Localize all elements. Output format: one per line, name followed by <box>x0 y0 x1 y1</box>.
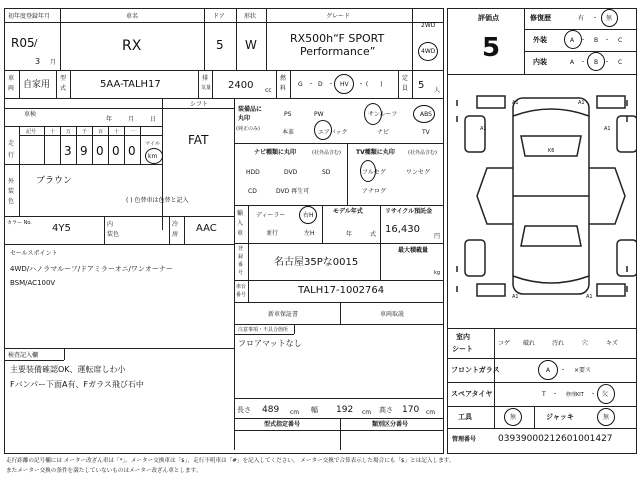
cool-label-1: 冷 <box>172 221 179 228</box>
shift-value: FAT <box>188 133 209 147</box>
jack-value: 無 <box>603 414 610 421</box>
mark-1: A1 <box>512 100 519 106</box>
import-dealer: ディーラー <box>256 212 286 219</box>
equip-leather: 本革 <box>282 129 295 136</box>
drive-2wd: 2WD <box>421 22 436 29</box>
footer-line-2: またメーター交換の条件を満たしていないものはメーター改ざん車とします。 <box>6 468 202 474</box>
glass-a-circle <box>538 360 558 380</box>
interior-score-label: 内装 <box>533 58 547 66</box>
equip-airbag: エアバック <box>318 129 348 136</box>
sales-line-2: BSM/AC100V <box>10 279 56 287</box>
car-name: RX <box>122 38 142 54</box>
shape-label: 形状 <box>244 13 257 20</box>
spare-t: T <box>542 391 546 398</box>
reg-label: 初年度登録年月 <box>8 13 51 20</box>
width-value: 192 <box>336 405 354 415</box>
equip-navi: ナビ <box>377 129 390 136</box>
repaint-label: 修復歴 <box>530 14 551 22</box>
interior-dot-2: ・ <box>604 59 611 66</box>
spare-label: スペアタイヤ <box>451 390 493 398</box>
sunroof-circle <box>364 103 382 125</box>
digit-1: 9 <box>80 144 88 158</box>
fuel-dot-1: ・ <box>308 81 315 88</box>
seat-scratch: キズ <box>606 340 618 347</box>
glass-dot: ・ <box>560 367 567 374</box>
height-label: 高さ <box>379 406 393 414</box>
mark-2: A1 <box>578 100 585 106</box>
color-note: ( ) 色替車は色替と記入 <box>126 197 189 204</box>
mark-4: A1 <box>604 126 611 132</box>
color-no-label: カラー No. <box>7 220 32 226</box>
abs-circle <box>413 105 435 123</box>
inspector-line-2: Fバンパー下面A有、Fガラス飛び石中 <box>10 380 144 389</box>
shift-label: シフト <box>190 101 209 108</box>
cap-label-2: 員 <box>402 85 409 92</box>
inspector-line-1: 主要装備確認OK、運転席しわ小 <box>10 365 126 374</box>
import-left-h: 左H <box>304 230 315 237</box>
color-no: 4Y5 <box>52 223 71 234</box>
digit-0: 3 <box>64 144 72 158</box>
color-value: ブラウン <box>36 176 73 186</box>
use-label-1: 車 <box>8 75 15 82</box>
exterior-label: 外装 <box>533 36 547 44</box>
spare-missing: 欠 <box>602 391 609 398</box>
disp-unit: cc <box>265 87 272 94</box>
recycle-label: リサイクル預託金 <box>385 208 433 215</box>
name-label: 車名 <box>126 13 139 20</box>
repaint-no-circle <box>601 9 618 27</box>
equip-ps: PS <box>284 111 292 118</box>
jack-label: ジャッキ <box>546 413 574 421</box>
footer-line-1: 走行距離の記号欄には メーター改ざん車は「*」、メーター交換車は「$」、走行不明車は「#」を記入してください。 メーター交換で合算表示した場合にも「$」とは記入します。 <box>6 458 455 464</box>
door-count: 5 <box>216 38 224 52</box>
cool-label-2: 房 <box>172 231 179 238</box>
width-label: 幅 <box>311 406 318 414</box>
regno-label-2: 録 <box>238 254 244 260</box>
regno-label-3: 番 <box>238 262 244 268</box>
notes-line-1: フロアマットなし <box>238 339 302 348</box>
warranty-manual-label: 車両取説 <box>380 311 405 318</box>
cool-value: AAC <box>196 223 217 234</box>
digit-3: 0 <box>112 144 120 158</box>
repaint-yes: 有 <box>578 15 585 22</box>
reg-sep: / <box>34 38 38 49</box>
door-label: ドア <box>213 13 225 20</box>
color-label-2: 装 <box>8 188 15 195</box>
cap-label-1: 定 <box>402 75 409 82</box>
mark-5: A1 <box>512 294 519 300</box>
exterior-c: C <box>618 37 623 44</box>
unit-mile: マイル <box>145 141 160 147</box>
equip-sunroof: サンルーフ <box>368 111 398 118</box>
notes-label: 注意事項・不具合箇所 <box>238 327 289 333</box>
jack-circle <box>597 408 615 426</box>
sales-label: セールスポイント <box>10 250 58 257</box>
equip-label-2: 丸印 <box>238 115 251 122</box>
tv-label-sub: (社外品含む) <box>408 150 437 156</box>
displacement-value: 2400 <box>228 80 254 91</box>
equip-pw: PW <box>314 111 324 118</box>
navi-cd: CD <box>248 188 257 195</box>
spare-dot-2: ・ <box>590 391 597 398</box>
regno-label-4: 号 <box>238 270 244 276</box>
mileage-record-label: 記号 <box>26 129 37 135</box>
tools-label: 工具 <box>458 413 472 421</box>
manage-label: 管理番号 <box>452 436 477 443</box>
import-label-3: 車 <box>237 230 244 237</box>
tools-circle <box>504 408 522 426</box>
cap-unit: 人 <box>434 87 441 94</box>
fuel-hv: HV <box>340 81 349 88</box>
tv-fullseg: フルセグ <box>362 169 386 176</box>
spare-dot-1: ・ <box>552 391 559 398</box>
seat-label-1: 室内 <box>456 333 470 341</box>
navi-label-sub: (社外品含む) <box>312 150 341 156</box>
navi-label: ナビ種類に丸印 <box>254 149 297 156</box>
seat-tear: 破れ <box>523 340 536 347</box>
height-value: 170 <box>402 405 420 415</box>
recycle-amount: 16,430 <box>385 224 420 235</box>
fuel-hv-circle <box>334 74 354 94</box>
drive-4wd: 4WD <box>421 48 436 55</box>
airbag-circle <box>314 120 332 140</box>
exterior-dot-2: ・ <box>604 37 611 44</box>
fuel-g: G <box>298 81 303 88</box>
inspection-year: 年 <box>106 116 113 123</box>
glass-repair: ×要ス <box>574 367 592 374</box>
length-label: 長さ <box>237 406 251 414</box>
reg-year: R05 <box>11 36 35 50</box>
seat-label-2: シート <box>452 345 473 353</box>
mark-6: A1 <box>586 294 593 300</box>
fuel-label-1: 燃 <box>280 75 287 82</box>
length-value: 489 <box>262 405 280 415</box>
navi-hdd: HDD <box>246 169 260 176</box>
reg-month-unit: 月 <box>50 59 57 66</box>
unit-km: km <box>148 153 158 160</box>
height-unit: cm <box>426 409 436 416</box>
score-value: 5 <box>482 33 501 63</box>
navi-dvd-play: DVD 再生可 <box>276 188 310 195</box>
inspector-label: 検査記入欄 <box>8 352 39 359</box>
seat-stain: 汚れ <box>552 340 565 347</box>
exterior-dot-1: ・ <box>580 37 587 44</box>
mileage-label-2: 行 <box>8 152 15 159</box>
chassis-value: TALH17-1002764 <box>298 285 385 296</box>
car-damage-diagram <box>447 76 637 320</box>
chassis-label-1: 車台 <box>236 284 247 290</box>
reg-month: 3 <box>35 57 41 66</box>
model-label-2: 式 <box>60 85 67 92</box>
grade-label: グレード <box>326 13 351 20</box>
inspection-month: 月 <box>128 116 135 123</box>
unit-3: 百 <box>98 129 104 135</box>
fullseg-circle <box>360 160 376 182</box>
sales-line-1: 4WD/ハノラマルーフ/ドアミラーオニ/ワンオーナー <box>10 265 173 273</box>
regno-label-1: 登 <box>238 246 244 252</box>
spare-missing-circle <box>597 384 615 404</box>
fuel-blank: ・ ( ) <box>358 81 383 88</box>
interior-c: C <box>618 59 623 66</box>
drive-4wd-circle <box>418 42 438 61</box>
glass-label: フロントガラス <box>451 366 500 374</box>
import-right-h: 右H <box>303 212 314 219</box>
unit-0: 十 <box>50 129 56 135</box>
equip-label-3: (純正のみ) <box>236 126 260 132</box>
regno-value: 名古屋35Pな0015 <box>274 257 359 268</box>
equip-label-1: 装備品に <box>238 106 263 113</box>
grade-line1: RX500h“F SPORT <box>290 32 385 45</box>
model-value: 5AA-TALH17 <box>100 79 161 90</box>
interior-a: A <box>570 59 575 66</box>
capacity-value: 5 <box>418 80 425 91</box>
interior-label-2: 装色 <box>107 231 120 238</box>
load-label: 最大積載量 <box>398 247 429 254</box>
type-label: 型式指定番号 <box>264 421 301 428</box>
tv-analog: アナログ <box>362 188 387 195</box>
equip-abs: ABS <box>420 111 432 118</box>
score-label: 評価点 <box>478 14 499 22</box>
import-label-1: 輸 <box>237 210 244 217</box>
exterior-a: A <box>570 37 575 44</box>
inspection-label: 車検 <box>24 111 37 118</box>
mileage-label-1: 走 <box>8 140 15 147</box>
color-label-1: 外 <box>8 178 15 185</box>
import-label-2: 入 <box>237 220 244 227</box>
km-circle <box>145 148 163 164</box>
class-label: 類別区分番号 <box>372 421 409 428</box>
shape-value: W <box>245 38 257 52</box>
digit-2: 0 <box>96 144 104 158</box>
length-unit: cm <box>290 409 300 416</box>
inspection-day: 日 <box>150 116 157 123</box>
unit-5: 一 <box>130 129 136 135</box>
repaint-no: 無 <box>606 15 613 22</box>
mark-7: K6 <box>548 148 555 154</box>
repaint-dot: ・ <box>592 15 599 22</box>
disp-label-2: 気量 <box>201 85 212 91</box>
width-unit: cm <box>362 409 372 416</box>
tools-value: 無 <box>510 414 517 421</box>
unit-2: 千 <box>82 129 88 135</box>
warranty-new-label: 新車保証書 <box>268 311 299 318</box>
exterior-b: B <box>594 37 599 44</box>
color-label-3: 色 <box>8 198 15 205</box>
glass-a: A <box>546 367 551 374</box>
grade-line2: Performance” <box>300 45 376 58</box>
use-label-2: 両 <box>8 85 15 92</box>
interior-label-1: 内 <box>107 221 114 228</box>
recycle-unit: 円 <box>434 233 441 240</box>
fuel-dot-2: ・ <box>328 81 335 88</box>
unit-4: 十 <box>114 129 120 135</box>
seat-burn: コゲ <box>498 340 511 347</box>
model-year-label: モデル年式 <box>333 208 363 215</box>
navi-sd: SD <box>322 169 331 176</box>
import-parallel: 並行 <box>266 230 279 237</box>
spare-kit: 修理KIT <box>566 392 584 398</box>
interior-dot-1: ・ <box>580 59 587 66</box>
unit-1: 万 <box>66 129 72 135</box>
right-h-circle <box>299 206 317 224</box>
load-unit: kg <box>434 270 441 276</box>
interior-b: B <box>594 59 599 66</box>
model-label-1: 型 <box>60 75 67 82</box>
model-year-type: 式 <box>370 231 377 238</box>
tv-oneseg: ワンセグ <box>406 169 431 176</box>
fuel-label-2: 料 <box>280 85 287 92</box>
fuel-d: D <box>318 81 323 88</box>
use-value: 自家用 <box>23 80 51 90</box>
tv-label: TV種類に丸印 <box>356 149 395 156</box>
navi-dvd: DVD <box>284 169 298 176</box>
equip-tv: TV <box>422 129 430 136</box>
disp-label-1: 排 <box>202 75 209 82</box>
mark-3: A1 <box>480 126 487 132</box>
interior-b-circle <box>587 52 605 71</box>
chassis-label-2: 番号 <box>236 292 247 298</box>
seat-hole: 穴 <box>582 340 589 347</box>
manage-value: 03939000212601001427 <box>498 434 613 444</box>
digit-4: 0 <box>128 144 136 158</box>
model-year-year: 年 <box>346 231 353 238</box>
